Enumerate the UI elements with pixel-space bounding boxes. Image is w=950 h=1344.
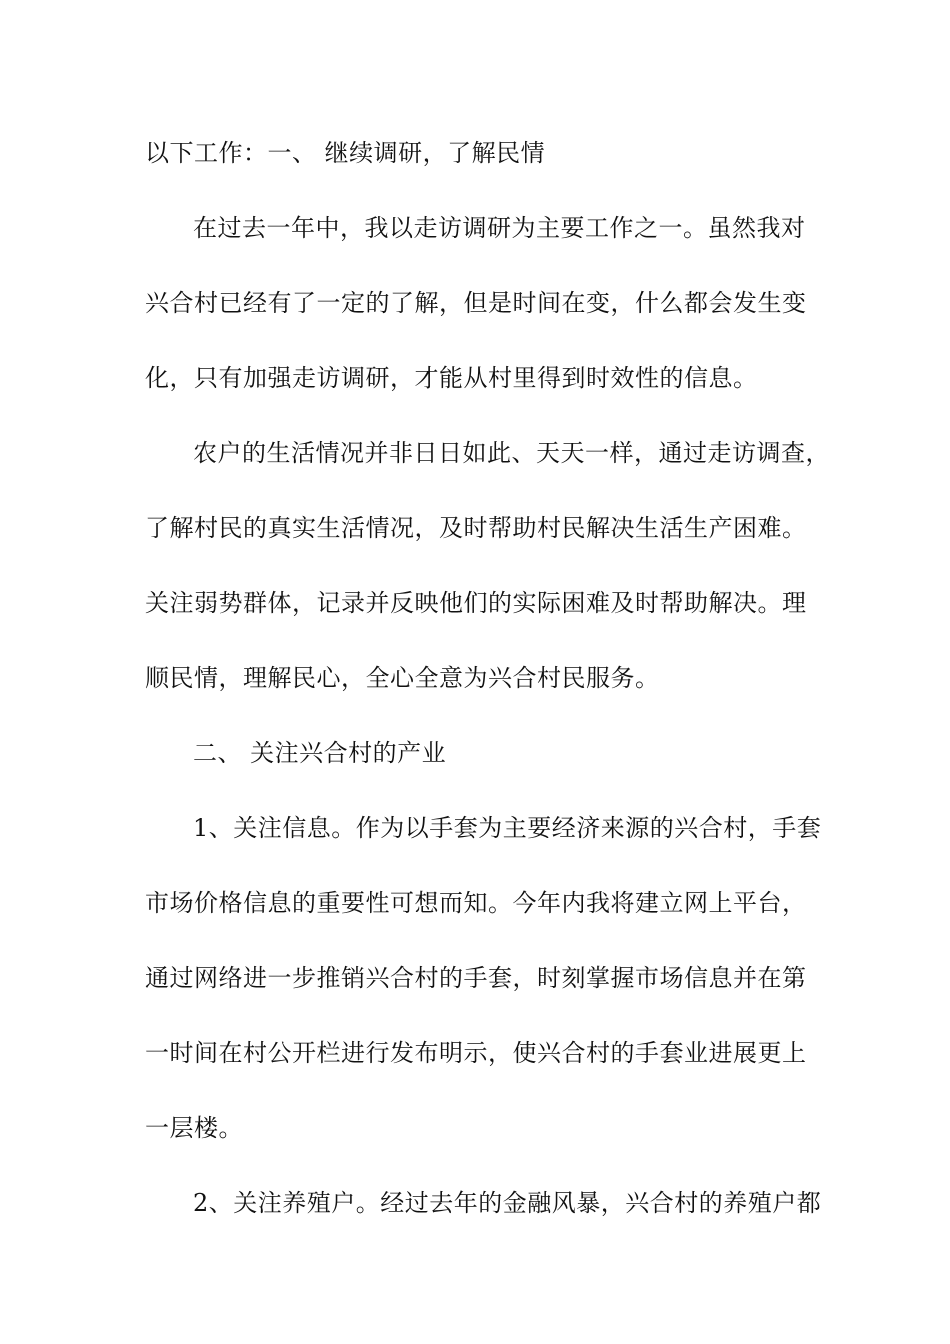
text-line: 兴合村已经有了一定的了解，但是时间在变，什么都会发生变 [145,289,807,317]
text-line: 一时间在村公开栏进行发布明示，使兴合村的手套业进展更上 [145,1039,807,1067]
paragraph-line: 在过去一年中，我以走访调研为主要工作之一。虽然我对 [193,214,806,242]
text-line: 顺民情，理解民心，全心全意为兴合村民服务。 [145,664,660,692]
paragraph-line: 1、关注信息。作为以手套为主要经济来源的兴合村，手套 [193,814,822,842]
text-line: 通过网络进一步推销兴合村的手套，时刻掌握市场信息并在第 [145,964,807,992]
text-line: 化，只有加强走访调研，才能从村里得到时效性的信息。 [145,364,758,392]
text-line: 关注弱势群体，记录并反映他们的实际困难及时帮助解决。理 [145,589,807,617]
paragraph-line: 2、关注养殖户。经过去年的金融风暴，兴合村的养殖户都 [193,1189,822,1217]
text-line: 市场价格信息的重要性可想而知。今年内我将建立网上平台， [145,889,807,917]
text-line: 了解村民的真实生活情况，及时帮助村民解决生活生产困难。 [145,514,807,542]
text-line: 一层楼。 [145,1114,243,1142]
paragraph-line: 农户的生活情况并非日日如此、天天一样，通过走访调查， [193,439,830,467]
text-line: 以下工作：一、 继续调研，了解民情 [145,139,546,167]
section-heading: 二、 关注兴合村的产业 [193,739,447,767]
